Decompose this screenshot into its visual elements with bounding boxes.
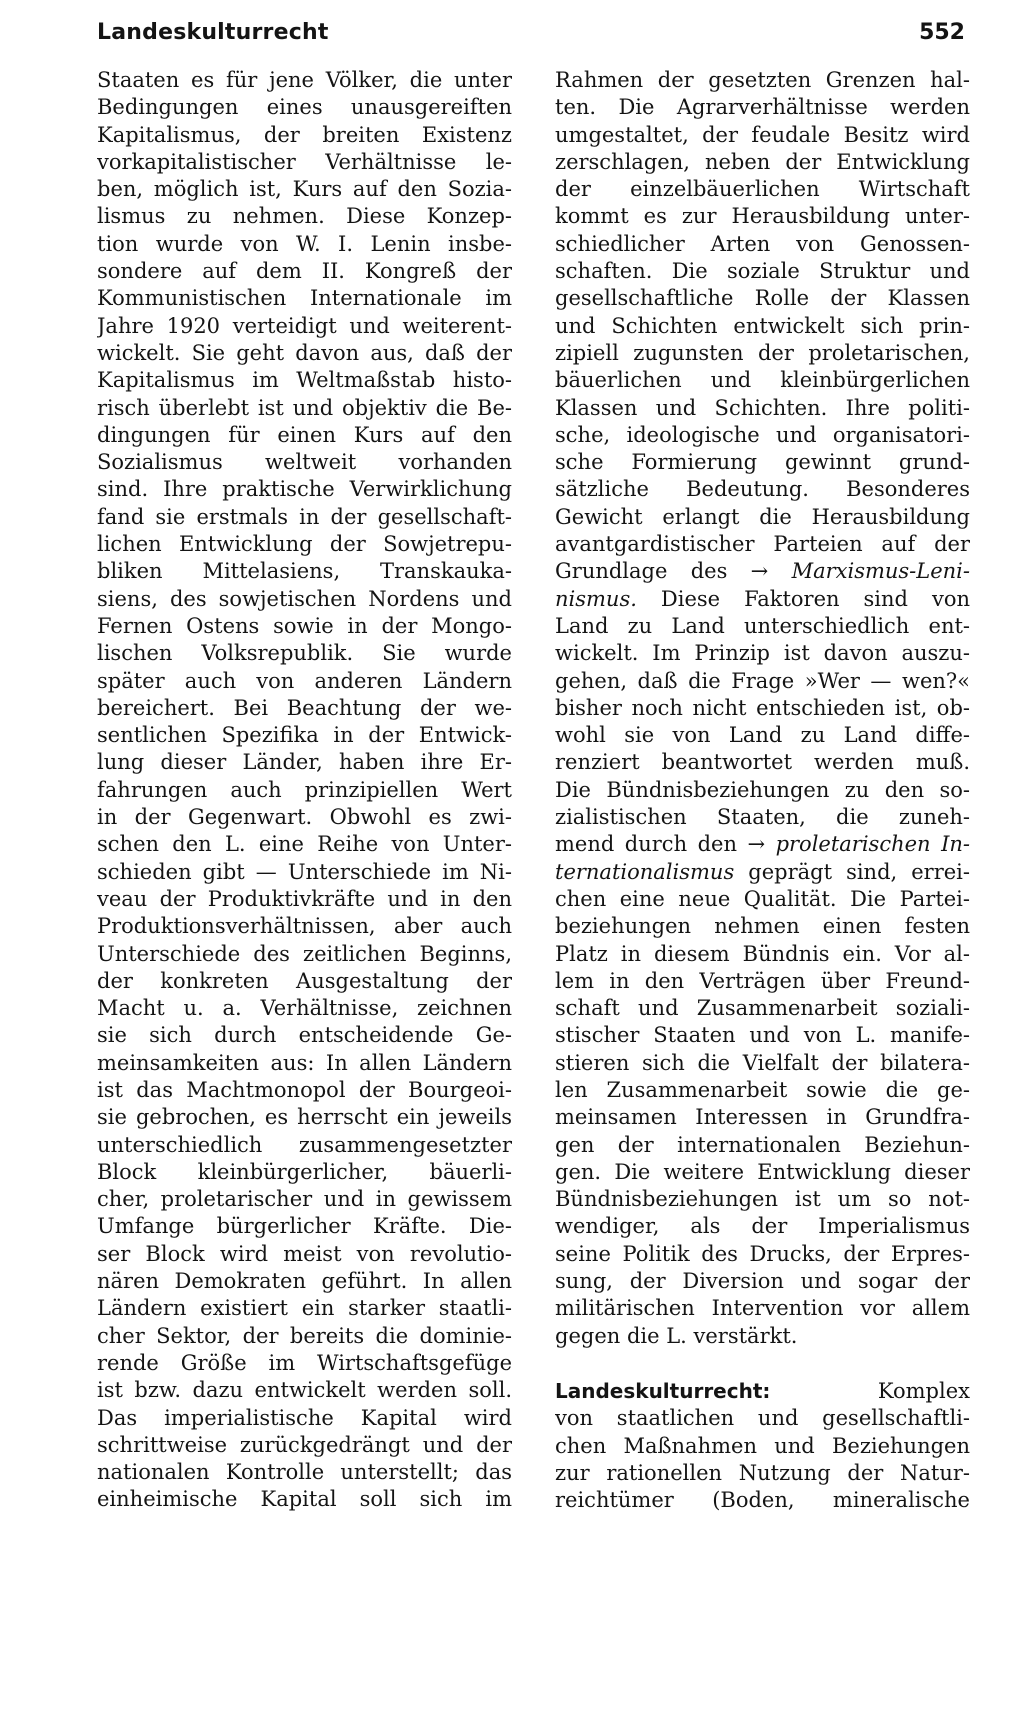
text-line: sentlichen Spezifika in der Entwick-	[97, 723, 512, 748]
text-line: zipiell zugunsten der proletarischen,	[555, 340, 970, 365]
text-line: der konkreten Ausgestaltung der	[97, 968, 512, 993]
text-line: lichen Entwicklung der Sowjetrepu-	[97, 532, 512, 557]
text-line: Gewicht erlangt die Herausbildung	[555, 504, 970, 529]
text-line: gen. Die weitere Entwicklung dieser	[555, 1159, 970, 1184]
text-line: veau der Produktivkräfte und in den	[97, 886, 512, 911]
page-header	[97, 20, 965, 56]
text-line: Jahre 1920 verteidigt und weiterent-	[97, 313, 512, 338]
text-line: zerschlagen, neben der Entwicklung	[555, 149, 970, 174]
text-line: einheimische Kapital soll sich im	[97, 1487, 512, 1512]
text-line: ist das Machtmonopol der Bourgeoi-	[97, 1077, 512, 1102]
text-line: reichtümer (Boden, mineralische	[555, 1488, 970, 1513]
text-line: gegen die L. verstärkt.	[555, 1323, 798, 1348]
text-line: avantgardistischer Parteien auf der	[555, 532, 970, 557]
text-line: sung, der Diversion und sogar der	[555, 1269, 970, 1294]
entry-separator	[555, 1350, 970, 1378]
text-line: ist bzw. dazu entwickelt werden soll.	[97, 1378, 512, 1403]
text-line: wendiger, als der Imperialismus	[555, 1214, 970, 1239]
text-line: stischer Staaten und von L. manife-	[555, 1023, 970, 1048]
text-line: cher, proletarischer und in gewissem	[97, 1187, 512, 1212]
text-line: vorkapitalistischer Verhältnisse le-	[97, 149, 512, 174]
cross-reference-internationalismus[interactable]: → proletarischen In-	[747, 832, 970, 857]
text-line: lem in den Verträgen über Freund-	[555, 968, 970, 993]
text-line: cher Sektor, der bereits die dominie-	[97, 1323, 512, 1348]
text-line: gen der internationalen Beziehun-	[555, 1132, 970, 1157]
text-line: Produktionsverhältnissen, aber auch	[97, 914, 512, 939]
text-line: zur rationellen Nutzung der Natur-	[555, 1460, 970, 1485]
text-line: seine Politik des Drucks, der Erpres-	[555, 1241, 970, 1266]
text-line: meinsamkeiten aus: In allen Ländern	[97, 1050, 512, 1075]
running-head: Landeskulturrecht	[97, 20, 329, 45]
text-line: sie gebrochen, es herrscht ein jeweils	[97, 1105, 512, 1130]
text-line: sie sich durch entscheidende Ge-	[97, 1023, 512, 1048]
text-line: Kapitalismus im Weltmaßstab histo-	[97, 368, 512, 393]
text-line: Grundlage des → Marxismus-Leni-	[555, 559, 970, 584]
right-column	[555, 67, 970, 1514]
text-line: Das imperialistische Kapital wird	[97, 1405, 512, 1430]
text-line: lischen Volksrepublik. Sie wurde	[97, 641, 512, 666]
text-line: ternationalismus geprägt sind, errei-	[555, 859, 970, 884]
text-line: wohl sie von Land zu Land diffe-	[555, 723, 970, 748]
text-line: meinsamen Interessen in Grundfra-	[555, 1105, 970, 1130]
text-line: gesellschaftliche Rolle der Klassen	[555, 286, 970, 311]
text-line: schaft und Zusammenarbeit soziali-	[555, 996, 970, 1021]
text-line: schieden gibt — Unterschiede im Ni-	[97, 859, 512, 884]
text-line: bisher noch nicht entschieden ist, ob-	[555, 695, 970, 720]
text-line: Kommunistischen Internationale im	[97, 286, 512, 311]
cross-reference-internationalismus-end[interactable]: ternationalismus	[555, 859, 735, 884]
text-line: ten. Die Agrarverhältnisse werden	[555, 95, 970, 120]
text-line: unterschiedlich zusammengesetzter	[97, 1132, 512, 1157]
text-line: fahrungen auch prinzipiellen Wert	[97, 777, 512, 802]
text-line: Kapitalismus, der breiten Existenz	[97, 122, 512, 147]
text-line: und Schichten entwickelt sich prin-	[555, 313, 970, 338]
text-line: ser Block wird meist von revolutio-	[97, 1241, 512, 1266]
text-line: Block kleinbürgerlicher, bäuerli-	[97, 1159, 512, 1184]
text-line: Klassen und Schichten. Ihre politi-	[555, 395, 970, 420]
text-line: nationalen Kontrolle unterstellt; das	[97, 1460, 512, 1485]
text-line: sind. Ihre praktische Verwirklichung	[97, 477, 512, 502]
text-line: Platz in diesem Bündnis ein. Vor al-	[555, 941, 970, 966]
text-line: bliken Mittelasiens, Transkauka-	[97, 559, 512, 584]
text-line: Rahmen der gesetzten Grenzen hal-	[555, 68, 970, 92]
text-line: mend durch den → proletarischen In-	[555, 832, 970, 857]
text-line: renziert beantwortet werden muß.	[555, 750, 970, 775]
text-line: Macht u. a. Verhältnisse, zeichnen	[97, 996, 512, 1021]
text-line: bäuerlichen und kleinbürgerlichen	[555, 368, 970, 393]
text-line: chen Maßnahmen und Beziehungen	[555, 1433, 970, 1458]
text-line: schrittweise zurückgedrängt und der	[97, 1432, 512, 1457]
text-line: sondere auf dem II. Kongreß der	[97, 259, 512, 284]
text-line: zialistischen Staaten, die zuneh-	[555, 805, 970, 830]
text-line: lung dieser Länder, haben ihre Er-	[97, 750, 512, 775]
text-line: Unterschiede des zeitlichen Beginns,	[97, 941, 512, 966]
entry-headword: Landeskulturrecht:	[555, 1378, 771, 1403]
text-line: sätzliche Bedeutung. Besonderes	[555, 477, 970, 502]
text-line: in der Gegenwart. Obwohl es zwi-	[97, 805, 512, 830]
left-column	[97, 67, 512, 1514]
text-line: rende Größe im Wirtschaftsgefüge	[97, 1350, 512, 1375]
text-line: Die Bündnisbeziehungen zu den so-	[555, 777, 970, 802]
text-line: beziehungen nehmen einen festen	[555, 914, 970, 939]
text-line: nären Demokraten geführt. In allen	[97, 1269, 512, 1294]
right-column-text-mid	[555, 613, 970, 831]
text-line: siens, des sowjetischen Nordens und	[97, 586, 512, 611]
text-line: risch überlebt ist und objektiv die Be-	[97, 395, 512, 420]
entry-first-line: Landeskulturrecht: Komplex	[555, 1378, 970, 1403]
text-line: dingungen für einen Kurs auf den	[97, 422, 512, 447]
cross-reference-marxismus-end[interactable]: nismus.	[555, 586, 637, 611]
text-line: Sozialismus weltweit vorhanden	[97, 450, 512, 475]
text-line: Bedingungen eines unausgereiften	[97, 95, 512, 120]
text-line: len Zusammenarbeit sowie die ge-	[555, 1077, 970, 1102]
text-line: Ländern existiert ein starker staatli-	[97, 1296, 512, 1321]
text-line: schaften. Die soziale Struktur und	[555, 259, 970, 284]
text-line: der einzelbäuerlichen Wirtschaft	[555, 177, 970, 202]
text-line: sche, ideologische und organisatori-	[555, 422, 970, 447]
text-line: Bündnisbeziehungen ist um so not-	[555, 1187, 970, 1212]
text-line: lismus zu nehmen. Diese Konzep-	[97, 204, 512, 229]
right-column-text-post	[555, 886, 970, 1350]
text-line: fand sie erstmals in der gesellschaft-	[97, 504, 512, 529]
cross-reference-marxismus[interactable]: → Marxismus-Leni-	[750, 559, 970, 584]
text-line: Fernen Ostens sowie in der Mongo-	[97, 613, 512, 638]
text-line: schen den L. eine Reihe von Unter-	[97, 832, 512, 857]
text-line: Umfange bürgerlicher Kräfte. Die-	[97, 1214, 512, 1239]
text-line: wickelt. Sie geht davon aus, daß der	[97, 340, 512, 365]
text-line: später auch von anderen Ländern	[97, 668, 512, 693]
entry-body	[555, 1405, 970, 1514]
text-line: ben, möglich ist, Kurs auf den Sozia-	[97, 177, 512, 202]
text-line: schiedlicher Arten von Genossen-	[555, 231, 970, 256]
page-number: 552	[919, 20, 965, 45]
text-line: tion wurde von W. I. Lenin insbe-	[97, 231, 512, 256]
text-line: gehen, daß die Frage »Wer — wen?«	[555, 668, 970, 693]
text-line: Land zu Land unterschiedlich ent-	[555, 613, 970, 638]
text-line: sche Formierung gewinnt grund-	[555, 450, 970, 475]
text-line: stieren sich die Vielfalt der bilatera-	[555, 1050, 970, 1075]
text-line: kommt es zur Herausbildung unter-	[555, 204, 970, 229]
text-line: militärischen Intervention vor allem	[555, 1296, 970, 1321]
text-line: nismus. Diese Faktoren sind von	[555, 586, 970, 611]
text-line: von staatlichen und gesellschaftli-	[555, 1406, 970, 1431]
text-line: bereichert. Bei Beachtung der we-	[97, 695, 512, 720]
text-line: wickelt. Im Prinzip ist davon auszu-	[555, 641, 970, 666]
right-column-text-pre	[555, 67, 970, 558]
text-line: umgestaltet, der feudale Besitz wird	[555, 122, 970, 147]
text-line: chen eine neue Qualität. Die Partei-	[555, 886, 970, 911]
text-line: Staaten es für jene Völker, die unter	[97, 68, 512, 92]
